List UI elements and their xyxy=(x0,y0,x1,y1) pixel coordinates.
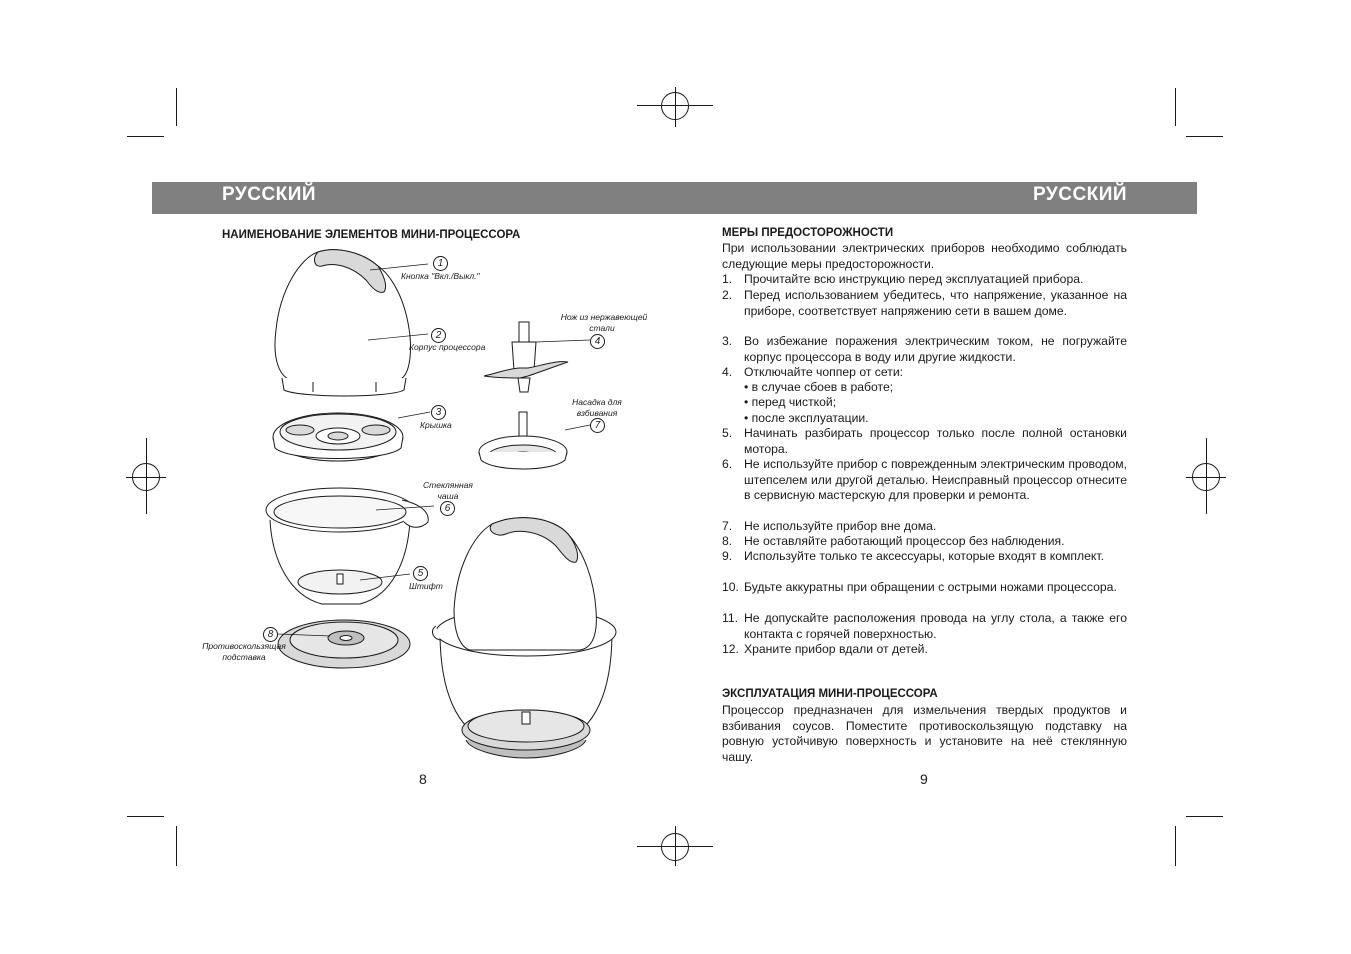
precaution-subitem: • перед чисткой; xyxy=(744,395,837,409)
precaution-item: 12. Храните прибор вдали от детей. xyxy=(722,642,928,656)
right-header-title: РУССКИЙ xyxy=(1033,184,1128,205)
part-6-label-line2: чаша xyxy=(437,491,459,501)
precaution-item: 11. Не допускайте расположения провода на углу стола, а также его контакта с горячей поверхностью. xyxy=(722,611,1127,641)
part-5-number: 5 xyxy=(413,566,428,581)
precaution-item: 2. Перед использованием убедитесь, что напряжение, указанное на приборе, соответствует напряжению сети в вашем доме. xyxy=(722,288,1127,318)
lid-drawing xyxy=(273,412,430,461)
part-2-number: 2 xyxy=(431,328,446,343)
part-4-number: 4 xyxy=(590,334,605,349)
part-8-label-line2: подставка xyxy=(222,652,266,662)
whisk-drawing xyxy=(479,412,590,469)
precaution-subitem: • в случае сбоев в работе; xyxy=(744,380,894,394)
precaution-subitem: • после эксплуатации. xyxy=(744,411,869,425)
part-4-label-line2: стали xyxy=(589,323,615,333)
operation-text: Процессор предназначен для измельчения твердых продуктов и взбивания соусов. Поместите противоскользящую подставку на ровную устойчивую поверхность и установите на неё стеклянную чашу. xyxy=(722,703,1127,764)
right-page-number: 9 xyxy=(920,771,928,787)
part-7-label-line1: Насадка для xyxy=(572,397,622,407)
precaution-item: 1. Прочитайте всю инструкцию перед эксплуатацией прибора. xyxy=(722,272,1084,286)
precautions-title: МЕРЫ ПРЕДОСТОРОЖНОСТИ xyxy=(722,227,894,239)
assembled-chopper-drawing xyxy=(433,518,616,758)
parts-section-title: НАИМЕНОВАНИЕ ЭЛЕМЕНТОВ МИНИ-ПРОЦЕССОРА xyxy=(222,229,521,241)
precaution-item: 6. Не используйте прибор с поврежденным электрическим проводом, штепселем или другой деталью. Неисправный процессор отнесите в сервисную мастерскую для проверки и ремонта. xyxy=(722,457,1127,502)
part-3-number: 3 xyxy=(431,405,446,420)
part-3-label: Крышка xyxy=(420,420,452,430)
precaution-item: 7. Не используйте прибор вне дома. xyxy=(722,519,937,533)
part-6-label-line1: Стеклянная xyxy=(423,480,473,490)
precaution-item: 5. Начинать разбирать процессор только после полной остановки мотора. xyxy=(722,426,1127,456)
precaution-item: 4. Отключайте чоппер от сети: xyxy=(722,365,904,379)
precaution-item: 9. Используйте только те аксессуары, которые входят в комплект. xyxy=(722,549,1104,563)
precaution-item: 8. Не оставляйте работающий процессор без наблюдения. xyxy=(722,534,1065,548)
part-7-number: 7 xyxy=(590,418,605,433)
part-8-number: 8 xyxy=(263,627,278,642)
part-8-label-line1: Противоскользящая xyxy=(202,641,286,651)
part-4-label-line1: Нож из нержавеющей xyxy=(560,312,648,322)
precautions-intro: При использовании электрических приборов необходимо соблюдать следующие меры предосторожности. xyxy=(722,241,1127,271)
precaution-item: 10. Будьте аккуратны при обращении с острыми ножами процессора. xyxy=(722,580,1117,594)
part-1-number: 1 xyxy=(433,256,448,271)
part-7-label-line2: взбивания xyxy=(576,408,618,418)
part-1-label: Кнопка "Вкл./Выкл." xyxy=(401,271,480,281)
nonslip-base-drawing xyxy=(278,620,410,668)
precaution-item: 3. Во избежание поражения электрическим током, не погружайте корпус процессора в воду или другие жидкости. xyxy=(722,334,1127,364)
left-page-number: 8 xyxy=(419,771,427,787)
left-header-title: РУССКИЙ xyxy=(222,184,317,205)
part-6-number: 6 xyxy=(440,501,455,516)
part-2-label: Корпус процессора xyxy=(409,342,486,352)
part-5-label: Штифт xyxy=(409,581,443,591)
operation-title: ЭКСПЛУАТАЦИЯ МИНИ-ПРОЦЕССОРА xyxy=(722,688,938,700)
